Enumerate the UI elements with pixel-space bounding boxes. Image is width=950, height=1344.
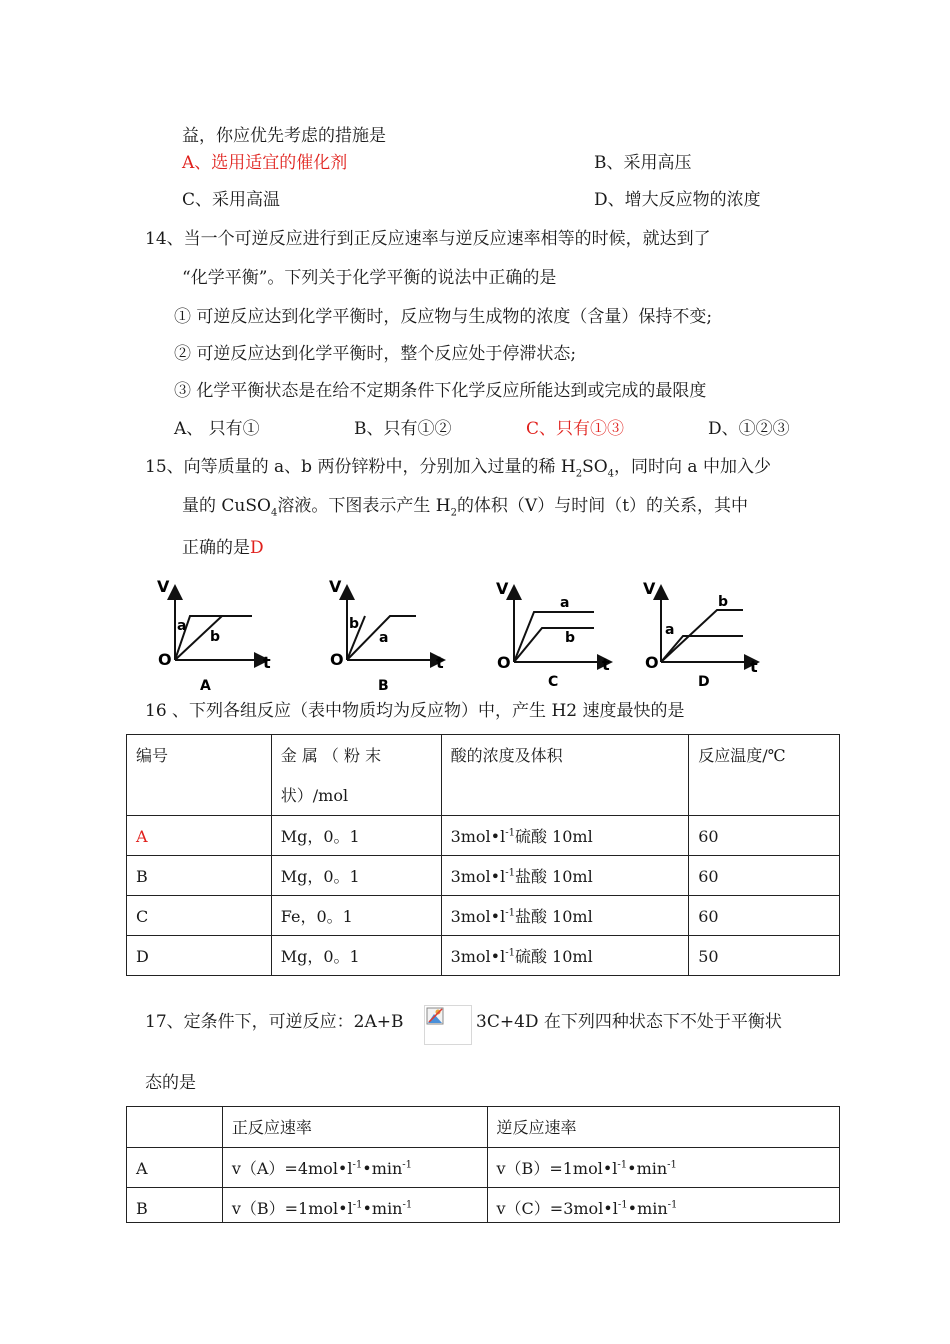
table-row xyxy=(127,936,840,976)
graph-c-origin: O xyxy=(497,653,511,672)
q14-item-2: ② 可逆反应达到化学平衡时，整个反应处于停滞状态; xyxy=(174,344,577,364)
q14-stem-line1: 14、当一个可逆反应进行到正反应速率与逆反应速率相等的时候，就达到了 xyxy=(145,229,711,249)
row-temp: 50 xyxy=(689,936,840,976)
graph-d-v-label: V xyxy=(643,579,656,598)
rate-text: •min xyxy=(362,1159,403,1178)
q15-text: 量的 CuSO xyxy=(182,496,271,516)
graph-a-origin: O xyxy=(158,650,172,669)
rate-exp: -1 xyxy=(617,1199,628,1211)
acid-exp: -1 xyxy=(505,907,515,919)
acid-text: 3mol•l xyxy=(450,827,506,846)
q16-table xyxy=(126,734,840,976)
table-row xyxy=(127,1148,840,1188)
rate-exp: -1 xyxy=(402,1159,413,1171)
rate-text: v（B）=1mol•l xyxy=(231,1199,353,1218)
broken-image-icon xyxy=(425,1006,471,1044)
row-metal: Mg，0。1 xyxy=(271,936,441,976)
row-metal: Mg，0。1 xyxy=(271,856,441,896)
graph-b-curve-b: b xyxy=(349,616,360,632)
acid-exp: -1 xyxy=(505,867,515,879)
rate-text: •min xyxy=(627,1199,668,1218)
row-id: B xyxy=(127,856,272,896)
q15-text: ，同时向 a 中加入少 xyxy=(614,457,771,477)
row-acid xyxy=(441,936,689,976)
q13-option-d: D、增大反应物的浓度 xyxy=(594,190,761,210)
graph-c-caption: C xyxy=(548,674,559,690)
graph-c-curve-a: a xyxy=(560,595,570,611)
graph-b-v-label: V xyxy=(329,577,342,596)
acid-text: 盐酸 10ml xyxy=(514,907,593,926)
q15-subscript: 4 xyxy=(607,468,615,480)
q13-option-b: B、采用高压 xyxy=(594,153,692,173)
graph-b-origin: O xyxy=(330,650,344,669)
header-metal-line2: 状）/mol xyxy=(280,786,349,805)
acid-exp: -1 xyxy=(505,827,515,839)
acid-text: 3mol•l xyxy=(450,867,506,886)
q15-subscript: 2 xyxy=(575,468,583,480)
row-reverse-rate xyxy=(487,1188,839,1223)
acid-text: 盐酸 10ml xyxy=(514,867,593,886)
graph-d-curve-b: b xyxy=(718,594,729,610)
acid-text: 硫酸 10ml xyxy=(514,827,593,846)
header-cell: 编号 xyxy=(127,735,272,816)
table-header-row xyxy=(127,1107,840,1148)
rate-exp: -1 xyxy=(617,1159,628,1171)
row-reverse-rate xyxy=(487,1148,839,1188)
row-forward-rate xyxy=(222,1188,487,1223)
acid-exp: -1 xyxy=(505,947,515,959)
equilibrium-arrow-image xyxy=(424,1005,472,1045)
row-id: A xyxy=(127,1148,223,1188)
q15-text: 的体积（V）与时间（t）的关系，其中 xyxy=(456,496,749,516)
graph-d-curve-a: a xyxy=(665,622,675,638)
q15-text: 15、向等质量的 a、b 两份锌粉中，分别加入过量的稀 H xyxy=(145,457,576,477)
q14-stem-line2: “化学平衡”。下列关于化学平衡的说法中正确的是 xyxy=(182,268,557,288)
q13-option-c: C、采用高温 xyxy=(182,190,281,210)
q17-stem-part1: 17、定条件下，可逆反应：2A+B xyxy=(145,1012,404,1032)
graph-b-t-label: t xyxy=(436,653,444,672)
row-acid xyxy=(441,856,689,896)
row-metal: Fe，0。1 xyxy=(271,896,441,936)
graph-a xyxy=(175,592,262,660)
q14-option-d: D、①②③ xyxy=(708,419,790,439)
header-metal-line1: 金 属 （ 粉 末 xyxy=(280,746,382,765)
graph-b-curve-a: a xyxy=(379,630,389,646)
q14-option-a: A、 只有① xyxy=(174,419,260,439)
row-temp: 60 xyxy=(689,816,840,856)
acid-text: 硫酸 10ml xyxy=(514,947,593,966)
q13-line: 益，你应优先考虑的措施是 xyxy=(182,126,386,146)
acid-text: 3mol•l xyxy=(450,947,506,966)
graph-a-caption: A xyxy=(200,678,211,694)
rate-exp: -1 xyxy=(402,1199,413,1211)
q14-option-c: C、只有①③ xyxy=(526,419,625,439)
q15-text: 正确的是 xyxy=(182,538,250,558)
q13-option-a: A、选用适宜的催化剂 xyxy=(182,153,348,173)
q15-subscript: 4 xyxy=(270,507,278,519)
q15-text: 溶液。下图表示产生 H xyxy=(277,496,451,516)
acid-text: 3mol•l xyxy=(450,907,506,926)
header-cell xyxy=(127,1107,223,1148)
row-id: B xyxy=(127,1188,223,1223)
header-cell xyxy=(271,735,441,816)
q15-subscript: 2 xyxy=(450,507,457,519)
q14-option-b: B、只有①② xyxy=(354,419,452,439)
table-row xyxy=(127,896,840,936)
q17-table xyxy=(126,1106,840,1223)
row-id: A xyxy=(127,816,272,856)
row-forward-rate xyxy=(222,1148,487,1188)
rate-text: •min xyxy=(627,1159,668,1178)
rate-text: v（C）=3mol•l xyxy=(496,1199,618,1218)
row-id: C xyxy=(127,896,272,936)
row-id: D xyxy=(127,936,272,976)
table-row xyxy=(127,1188,840,1223)
header-cell: 正反应速率 xyxy=(222,1107,487,1148)
table-row xyxy=(127,856,840,896)
rate-text: •min xyxy=(362,1199,403,1218)
graph-a-t-label: t xyxy=(263,653,271,672)
graph-d-caption: D xyxy=(698,674,710,690)
row-metal: Mg，0。1 xyxy=(271,816,441,856)
graph-c-v-label: V xyxy=(496,579,509,598)
header-cell: 逆反应速率 xyxy=(487,1107,839,1148)
q16-stem: 16 、下列各组反应（表中物质均为反应物）中，产生 H2 速度最快的是 xyxy=(145,701,685,721)
q15-answer: D xyxy=(250,538,264,558)
graph-a-curve-b: b xyxy=(210,629,221,645)
row-acid xyxy=(441,816,689,856)
q14-item-1: ① 可逆反应达到化学平衡时，反应物与生成物的浓度（含量）保持不变; xyxy=(174,307,713,327)
rate-text: v（B）=1mol•l xyxy=(496,1159,618,1178)
table-row xyxy=(127,816,840,856)
graph-d xyxy=(661,592,752,662)
graph-d-t-label: t xyxy=(750,657,758,676)
graph-b-caption: B xyxy=(378,678,389,694)
header-cell: 酸的浓度及体积 xyxy=(441,735,689,816)
graph-b xyxy=(347,592,438,660)
row-temp: 60 xyxy=(689,856,840,896)
graph-c-curve-b: b xyxy=(565,630,576,646)
graph-d-origin: O xyxy=(645,653,659,672)
rate-exp: -1 xyxy=(352,1199,363,1211)
q14-item-3: ③ 化学平衡状态是在给不定期条件下化学反应所能达到或完成的最限度 xyxy=(174,381,707,401)
q17-stem-line2: 态的是 xyxy=(145,1073,196,1093)
header-cell: 反应温度/℃ xyxy=(689,735,840,816)
graph-a-curve-a: a xyxy=(177,618,187,634)
rate-exp: -1 xyxy=(667,1159,677,1171)
rate-text: v（A）=4mol•l xyxy=(231,1159,353,1178)
rate-exp: -1 xyxy=(667,1199,678,1211)
table-header-row xyxy=(127,735,840,816)
row-temp: 60 xyxy=(689,896,840,936)
graph-a-v-label: V xyxy=(157,577,170,596)
graph-c-t-label: t xyxy=(602,655,610,674)
q17-stem-part2: 3C+4D 在下列四种状态下不处于平衡状 xyxy=(476,1012,782,1032)
row-acid xyxy=(441,896,689,936)
q15-text: SO xyxy=(582,457,608,477)
rate-exp: -1 xyxy=(352,1159,363,1171)
